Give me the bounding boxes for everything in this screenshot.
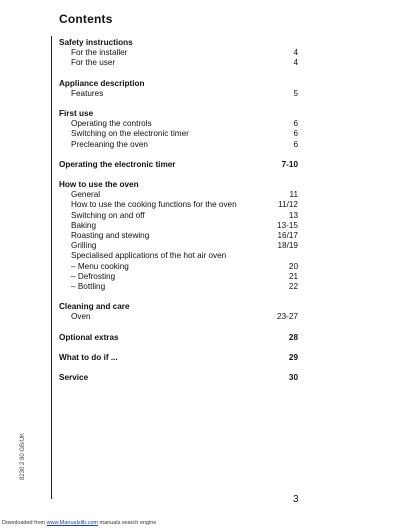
entry-label: General bbox=[71, 190, 101, 200]
entry-page-number: 6 bbox=[293, 129, 298, 139]
toc-entry bbox=[59, 190, 298, 200]
toc-entry bbox=[59, 211, 298, 221]
toc-section-heading bbox=[59, 373, 298, 383]
entry-page-number: 5 bbox=[293, 88, 298, 98]
entry-label: Baking bbox=[71, 220, 97, 230]
entry-page-number: 16/17 bbox=[277, 231, 298, 241]
toc-entry bbox=[59, 200, 298, 210]
toc-entry bbox=[59, 129, 298, 139]
toc-entry bbox=[59, 89, 298, 99]
page-title: Contents bbox=[59, 12, 113, 26]
section-page-number: 28 bbox=[288, 332, 298, 342]
toc-entry bbox=[59, 272, 298, 282]
toc-section-heading bbox=[59, 353, 298, 363]
toc-section-heading bbox=[59, 333, 298, 343]
section-title: First use bbox=[59, 109, 94, 119]
entry-page-number: 4 bbox=[293, 58, 298, 68]
section-page-number: 29 bbox=[288, 352, 298, 362]
section-title: Operating the electronic timer bbox=[59, 159, 176, 169]
entry-page-number: 4 bbox=[293, 48, 298, 58]
toc-entry bbox=[59, 262, 298, 272]
toc-entry bbox=[59, 119, 298, 129]
footer-prefix: Downloaded from bbox=[2, 520, 46, 526]
entry-label: Switching on the electronic timer bbox=[71, 129, 189, 139]
section-title: Optional extras bbox=[59, 332, 119, 342]
entry-label: – Menu cooking bbox=[71, 261, 129, 271]
download-footer bbox=[2, 520, 156, 526]
section-page-number: 7-10 bbox=[281, 159, 298, 169]
entry-label: Roasting and stewing bbox=[71, 231, 150, 241]
entry-page-number: 11/12 bbox=[278, 200, 298, 210]
footer-suffix: manuals search engine bbox=[99, 520, 157, 526]
footer-link[interactable]: www.Manualslib.com bbox=[46, 520, 98, 526]
entry-page-number: 13-15 bbox=[277, 220, 298, 230]
entry-page-number: 20 bbox=[288, 261, 298, 271]
toc-section bbox=[59, 38, 298, 69]
toc-section bbox=[59, 302, 298, 322]
section-page-number: 30 bbox=[288, 373, 298, 383]
toc-entry bbox=[59, 241, 298, 251]
entry-label: Switching on and off bbox=[71, 210, 145, 220]
entry-label: Specialised applications of the hot air oven bbox=[71, 251, 227, 261]
section-title: How to use the oven bbox=[59, 180, 139, 190]
section-title: Appliance description bbox=[59, 78, 145, 88]
entry-label: For the installer bbox=[71, 48, 128, 58]
entry-label: For the user bbox=[71, 58, 116, 68]
entry-page-number: 13 bbox=[288, 210, 298, 220]
toc-entry bbox=[59, 140, 298, 150]
entry-page-number: 11 bbox=[289, 190, 298, 200]
toc-section bbox=[59, 79, 298, 99]
entry-label: How to use the cooking functions for the oven bbox=[71, 200, 237, 210]
table-of-contents bbox=[59, 38, 298, 393]
toc-section bbox=[59, 180, 298, 292]
entry-label: – Bottling bbox=[71, 282, 106, 292]
toc-entry bbox=[59, 231, 298, 241]
section-title: Service bbox=[59, 373, 89, 383]
toc-section bbox=[59, 109, 298, 150]
entry-label: Grilling bbox=[71, 241, 97, 251]
toc-section-heading bbox=[59, 38, 298, 48]
section-title: Safety instructions bbox=[59, 38, 133, 47]
page-number: 3 bbox=[293, 494, 299, 505]
toc-section-heading bbox=[59, 180, 298, 190]
entry-label: Precleaning the oven bbox=[71, 139, 148, 149]
entry-label: Operating the controls bbox=[71, 119, 152, 129]
toc-section bbox=[59, 373, 298, 383]
document-code: 8230 2 80 GB/UK bbox=[20, 432, 26, 480]
entry-page-number: 22 bbox=[288, 282, 298, 292]
entry-page-number: 23-27 bbox=[277, 312, 298, 322]
margin-rule bbox=[51, 36, 52, 499]
toc-entry bbox=[59, 221, 298, 231]
toc-entry bbox=[59, 58, 298, 68]
entry-label: Oven bbox=[71, 312, 91, 322]
toc-section-heading bbox=[59, 160, 298, 170]
section-title: Cleaning and care bbox=[59, 302, 130, 312]
toc-section-heading bbox=[59, 302, 298, 312]
entry-page-number: 18/19 bbox=[277, 241, 298, 251]
toc-section bbox=[59, 333, 298, 343]
toc-entry bbox=[59, 251, 298, 261]
toc-section bbox=[59, 160, 298, 170]
entry-label: Features bbox=[71, 88, 104, 98]
entry-page-number: 6 bbox=[293, 139, 298, 149]
toc-entry bbox=[59, 312, 298, 322]
toc-entry bbox=[59, 282, 298, 292]
entry-page-number: 21 bbox=[288, 271, 298, 281]
toc-entry bbox=[59, 48, 298, 58]
toc-section bbox=[59, 353, 298, 363]
section-title: What to do if ... bbox=[59, 352, 118, 362]
toc-section-heading bbox=[59, 109, 298, 119]
entry-page-number: 6 bbox=[293, 119, 298, 129]
entry-label: – Defrosting bbox=[71, 271, 116, 281]
toc-section-heading bbox=[59, 79, 298, 89]
